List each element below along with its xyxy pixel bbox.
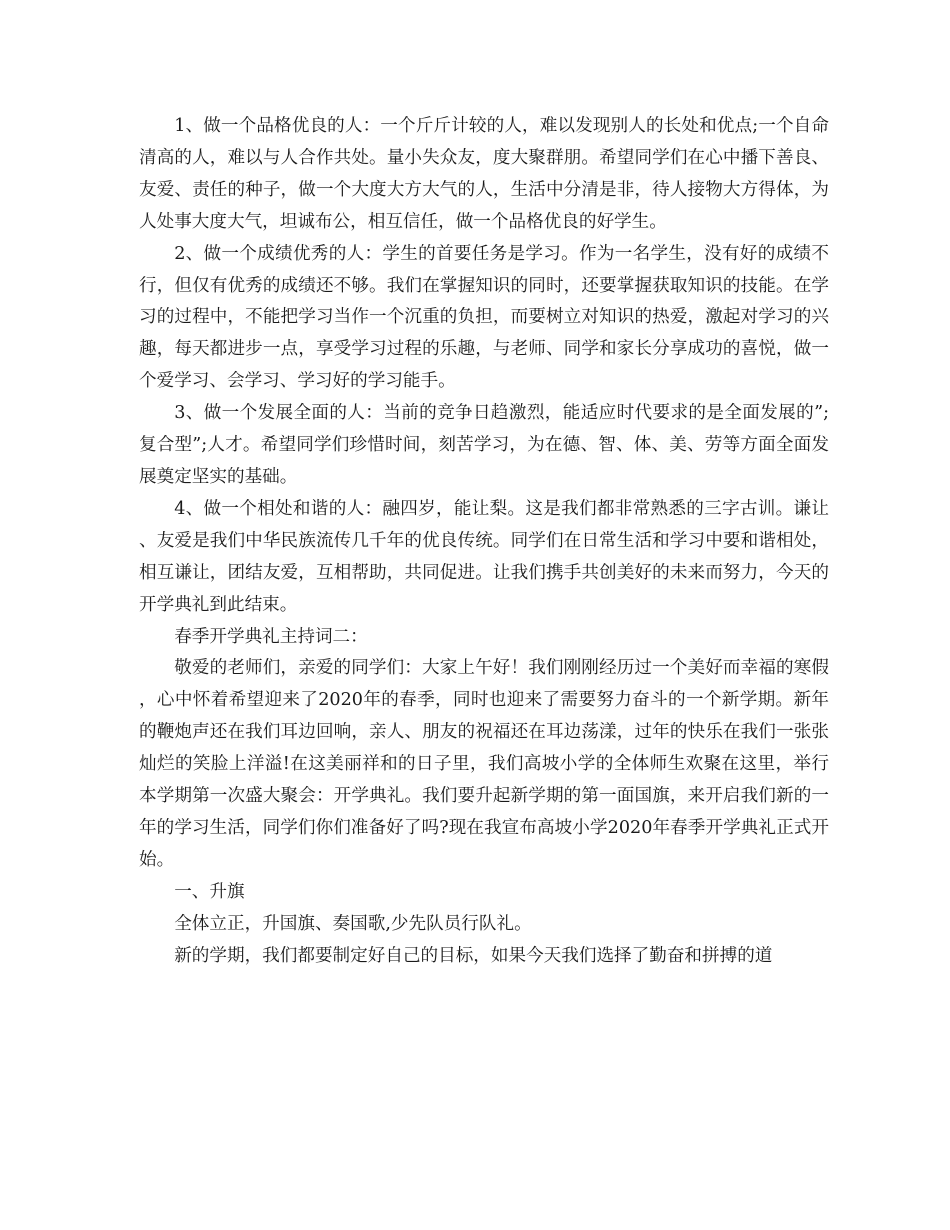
paragraph-new-term-goals: 新的学期，我们都要制定好自己的目标，如果今天我们选择了勤奋和拼搏的道 xyxy=(174,945,773,966)
paragraph-academic-goal: 2、做一个成绩优秀的人：学生的首要任务是学习。作为一名学生，没有好的成绩不行，但仅有优秀的成绩还不够。我们在掌握知识的同时，还要掌握获取知识的技能。在学习的过程中，不能把学习当作一个沉重的负担，而要树立对知识的热爱，激起对学习的兴趣，每天都进步一点，享受学习过程的乐趣，与老师、同学和家长分享成功的喜悦，做一个爱学习、会学习、学习好的学习能手。 xyxy=(139,243,829,392)
paragraph-opening-speech: 敬爱的老师们，亲爱的同学们：大家上午好！我们刚刚经历过一个美好而幸福的寒假，心中怀着希望迎来了2020年的春季，同时也迎来了需要努力奋斗的一个新学期。新年的鞭炮声还在我们耳边回响，亲人、朋友的祝福还在耳边荡漾，过年的快乐在我们一张张灿烂的笑脸上洋溢!在这美丽祥和的日子里，我们高坡小学的全体师生欢聚在这里，举行本学期第一次盛大聚会：开学典礼。我们要升起新学期的第一面国旗，来开启我们新的一年的学习生活，同学们你们准备好了吗?现在我宣布高坡小学2020年春季开学典礼正式开始。 xyxy=(139,658,829,870)
document-body xyxy=(139,111,829,972)
flag-raising-heading: 一、升旗 xyxy=(174,881,245,902)
paragraph-character-goal: 1、做一个品格优良的人：一个斤斤计较的人，难以发现别人的长处和优点;一个自命清高的人，难以与人合作共处。量小失众友，度大聚群朋。希望同学们在心中播下善良、友爱、责任的种子，做一个大度大方大气的人，生活中分清是非，待人接物大方得体，为人处事大度大气，坦诚布公，相互信任，做一个品格优良的好学生。 xyxy=(139,116,829,232)
paragraph-all-round-goal: 3、做一个发展全面的人：当前的竞争日趋激烈，能适应时代要求的是全面发展的”;复合型”;人才。希望同学们珍惜时间，刻苦学习，为在德、智、体、美、劳等方面全面发展奠定坚实的基础。 xyxy=(139,403,829,487)
paragraph-flag-raising: 全体立正，升国旗、奏国歌,少先队员行队礼。 xyxy=(174,913,532,934)
section-heading: 春季开学典礼主持词二： xyxy=(174,626,368,647)
paragraph-harmony-goal: 4、做一个相处和谐的人：融四岁，能让梨。这是我们都非常熟悉的三字古训。谦让、友爱是我们中华民族流传几千年的优良传统。同学们在日常生活和学习中要和谐相处，相互谦让，团结友爱，互相帮助，共同促进。让我们携手共创美好的未来而努力，今天的开学典礼到此结束。 xyxy=(139,498,829,615)
